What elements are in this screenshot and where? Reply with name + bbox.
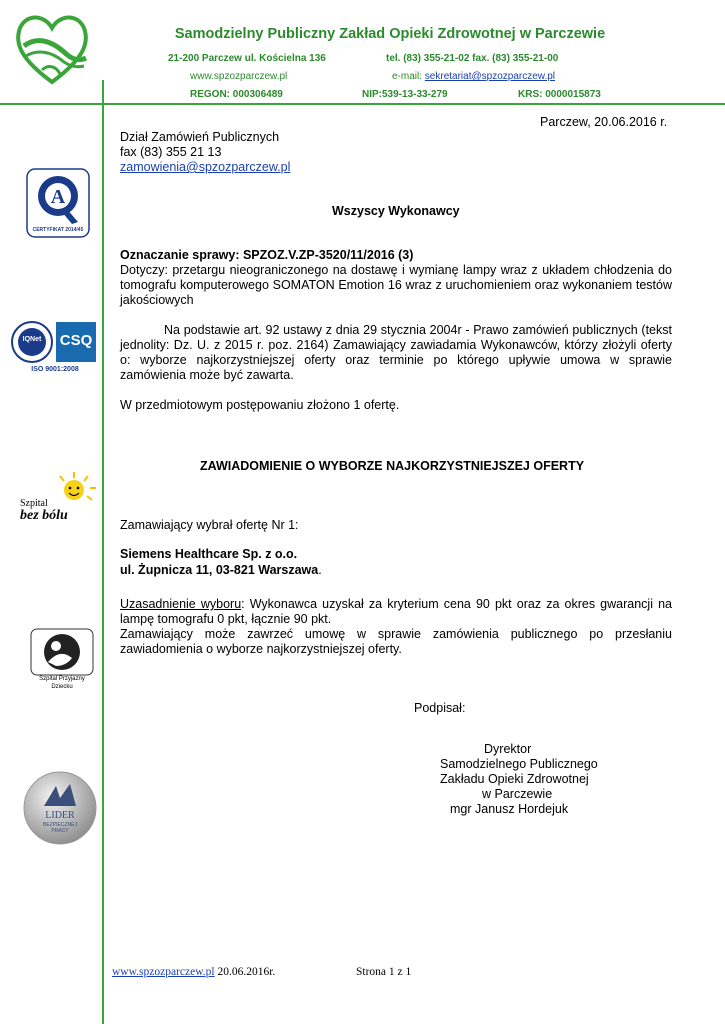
footer-page-number: Strona 1 z 1 — [356, 966, 412, 978]
institution-name: Samodzielny Publiczny Zakład Opieki Zdrowotnej w Parczewie — [174, 26, 606, 42]
lider-line2: BEZPIECZNEJ — [43, 822, 77, 828]
justification-label: Uzasadnienie wyboru — [120, 597, 242, 611]
lider-line3: PRACY — [51, 828, 69, 834]
svg-text:A: A — [50, 186, 66, 208]
header-website-text: www.spzozparczew.pl — [190, 71, 288, 82]
winner-address — [120, 563, 322, 578]
header-regon: REGON: 000306489 — [190, 89, 283, 100]
chosen-offer: Zamawiający wybrał ofertę Nr 1: — [120, 518, 299, 532]
przyjazny-line2: Dziecku — [51, 684, 73, 690]
quality-certificate-logo — [26, 168, 90, 238]
szpital-przyjazny-dziecku-logo — [30, 628, 94, 692]
signed-label: Podpisał: — [414, 701, 466, 715]
place-date: Parczew, 20.06.2016 r. — [540, 115, 668, 129]
przyjazny-line1: Szpital Przyjazny — [39, 676, 85, 682]
lider-line1: LIDER — [45, 810, 75, 821]
header-email-label: e-mail: — [392, 71, 425, 82]
notice-title: ZAWIADOMIENIE O WYBORZE NAJKORZYSTNIEJSZEJ OFERTY — [200, 459, 585, 473]
szpital-bez-bolu-logo — [18, 470, 100, 528]
header-website — [190, 71, 287, 82]
sender-email-link[interactable]: zamowienia@spzozparczew.pl — [120, 160, 291, 174]
signature-org-1: Samodzielnego Publicznego — [440, 757, 598, 771]
case-number: Oznaczanie sprawy: SPZOZ.V.ZP-3520/11/2016 (3) — [120, 248, 414, 262]
signature-name: mgr Janusz Hordejuk — [450, 802, 569, 816]
winner-address-end: . — [318, 563, 322, 577]
footer-left — [112, 966, 275, 978]
signature-block — [420, 742, 620, 817]
hospital-logo — [12, 8, 92, 88]
justification — [120, 597, 672, 627]
sender-fax: fax (83) 355 21 13 — [120, 145, 222, 159]
header-phones: tel. (83) 355-21-02 fax. (83) 355-21-00 — [386, 53, 559, 64]
header-email — [392, 71, 555, 82]
header-horizontal-rule — [0, 103, 725, 105]
footer-date: 20.06.2016r. — [214, 966, 276, 978]
signature-place: w Parczewie — [482, 787, 553, 801]
bez-bolu-line1: Szpital — [20, 498, 48, 509]
offers-count: W przedmiotowym postępowaniu złożono 1 ofertę. — [120, 398, 400, 412]
winner-company: Siemens Healthcare Sp. z o.o. — [120, 547, 298, 561]
signature-org-2: Zakładu Opieki Zdrowotnej — [440, 772, 589, 786]
sender-block — [120, 130, 290, 175]
bez-bolu-line2: bez bólu — [20, 508, 68, 523]
header-krs: KRS: 0000015873 — [518, 89, 601, 100]
subject: Dotyczy: przetargu nieograniczonego na dostawę i wymianę lampy wraz z układem chłodzenia do tomografu komputerowego SOMATON Emotion 16 wraz z uruchomieniem oraz wykonaniem testów jakościowych — [120, 263, 672, 307]
signature-title: Dyrektor — [484, 742, 532, 756]
header-email-link[interactable]: sekretariat@spzozparczew.pl — [424, 71, 556, 82]
footer-website-link[interactable]: www.spzozparczew.pl — [112, 966, 215, 978]
addressee: Wszyscy Wykonawcy — [332, 204, 460, 218]
iqnet-label: IQNet — [22, 336, 42, 343]
certificate-label: CERTYFIKAT 2014/45 — [32, 227, 84, 233]
lider-bezpiecznej-pracy-logo — [22, 770, 98, 846]
header-address: 21-200 Parczew ul. Kościelna 136 — [168, 53, 326, 64]
csq-label: CSQ — [59, 332, 93, 349]
header-nip: NIP:539-13-33-279 — [362, 89, 448, 100]
winner-address-text: ul. Żupnicza 11, 03-821 Warszawa — [120, 563, 319, 577]
sidebar-vertical-rule — [102, 80, 104, 1024]
justification-text: : Wykonawca uzyskał za kryterium cena 90 pkt oraz za okres gwarancji na lampę tomografu 0 pkt, łącznie 90 pkt. — [120, 597, 672, 626]
legal-basis-paragraph: Na podstawie art. 92 ustawy z dnia 29 stycznia 2004r - Prawo zamówień publicznych (tekst jednolity: Dz. U. z 2015 r. poz. 2164) Zamawiający zawiadamia Wykonawców, którzy złożyli oferty o: wyborze najkorzystniejszej oferty oraz terminie po którego upływie umowa w sprawie zamówienia może być zawarta. — [120, 323, 672, 382]
iso-label: ISO 9001:2008 — [31, 366, 79, 373]
iso-certificate-logo — [10, 318, 100, 378]
sender-department: Dział Zamówień Publicznych — [120, 130, 280, 144]
contract-note: Zamawiający może zawrzeć umowę w sprawie zamówienia publicznego po przesłaniu zawiadomienia o wyborze najkorzystniejszej oferty. — [120, 627, 672, 656]
